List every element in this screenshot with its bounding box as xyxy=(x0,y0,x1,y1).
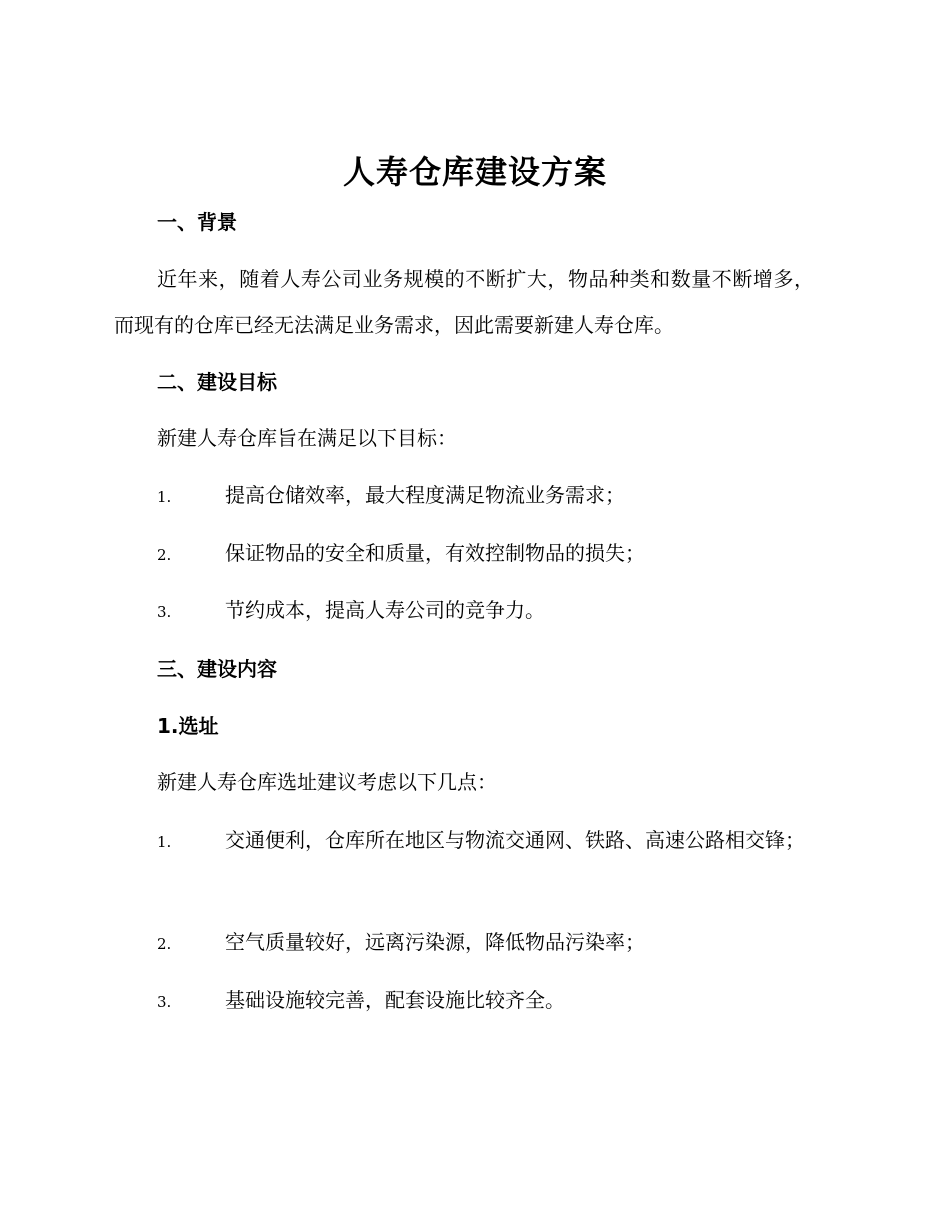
site-item-number: 1. xyxy=(157,833,172,851)
goal-item-number: 3. xyxy=(157,603,172,621)
site-item-text: 基础设施较完善，配套设施比较齐全。 xyxy=(225,988,565,1012)
goal-item xyxy=(114,472,814,520)
section-heading-background: 一、背景 xyxy=(157,210,237,234)
site-item xyxy=(114,977,814,1025)
goal-item-text: 提高仓储效率，最大程度满足物流业务需求； xyxy=(225,483,625,507)
subsection-heading-site: 1.选址 xyxy=(157,714,219,738)
section-heading-goals: 二、建设目标 xyxy=(157,370,277,394)
site-item xyxy=(114,817,814,865)
goal-item-text: 保证物品的安全和质量，有效控制物品的损失； xyxy=(225,541,645,565)
section-heading-content: 三、建设内容 xyxy=(157,657,277,681)
site-item-number: 2. xyxy=(157,935,172,953)
site-intro: 新建人寿仓库选址建议考虑以下几点： xyxy=(157,770,497,794)
site-item-text: 空气质量较好，远离污染源，降低物品污染率； xyxy=(225,930,645,954)
goal-item-number: 2. xyxy=(157,546,172,564)
goal-item-number: 1. xyxy=(157,488,172,506)
document-title: 人寿仓库建设方案 xyxy=(342,153,607,191)
goals-intro: 新建人寿仓库旨在满足以下目标： xyxy=(157,426,457,450)
goal-item xyxy=(114,587,814,635)
goal-item xyxy=(114,530,814,578)
site-item xyxy=(114,919,814,967)
background-paragraph: 近年来，随着人寿公司业务规模的不断扩大，物品种类和数量不断增多，而现有的仓库已经无法满足业务需求，因此需要新建人寿仓库。 xyxy=(114,267,814,337)
site-item-number: 3. xyxy=(157,993,172,1011)
site-item-text: 交通便利，仓库所在地区与物流交通网、铁路、高速公路相交锋； xyxy=(225,828,805,852)
goal-item-text: 节约成本，提高人寿公司的竞争力。 xyxy=(225,598,545,622)
